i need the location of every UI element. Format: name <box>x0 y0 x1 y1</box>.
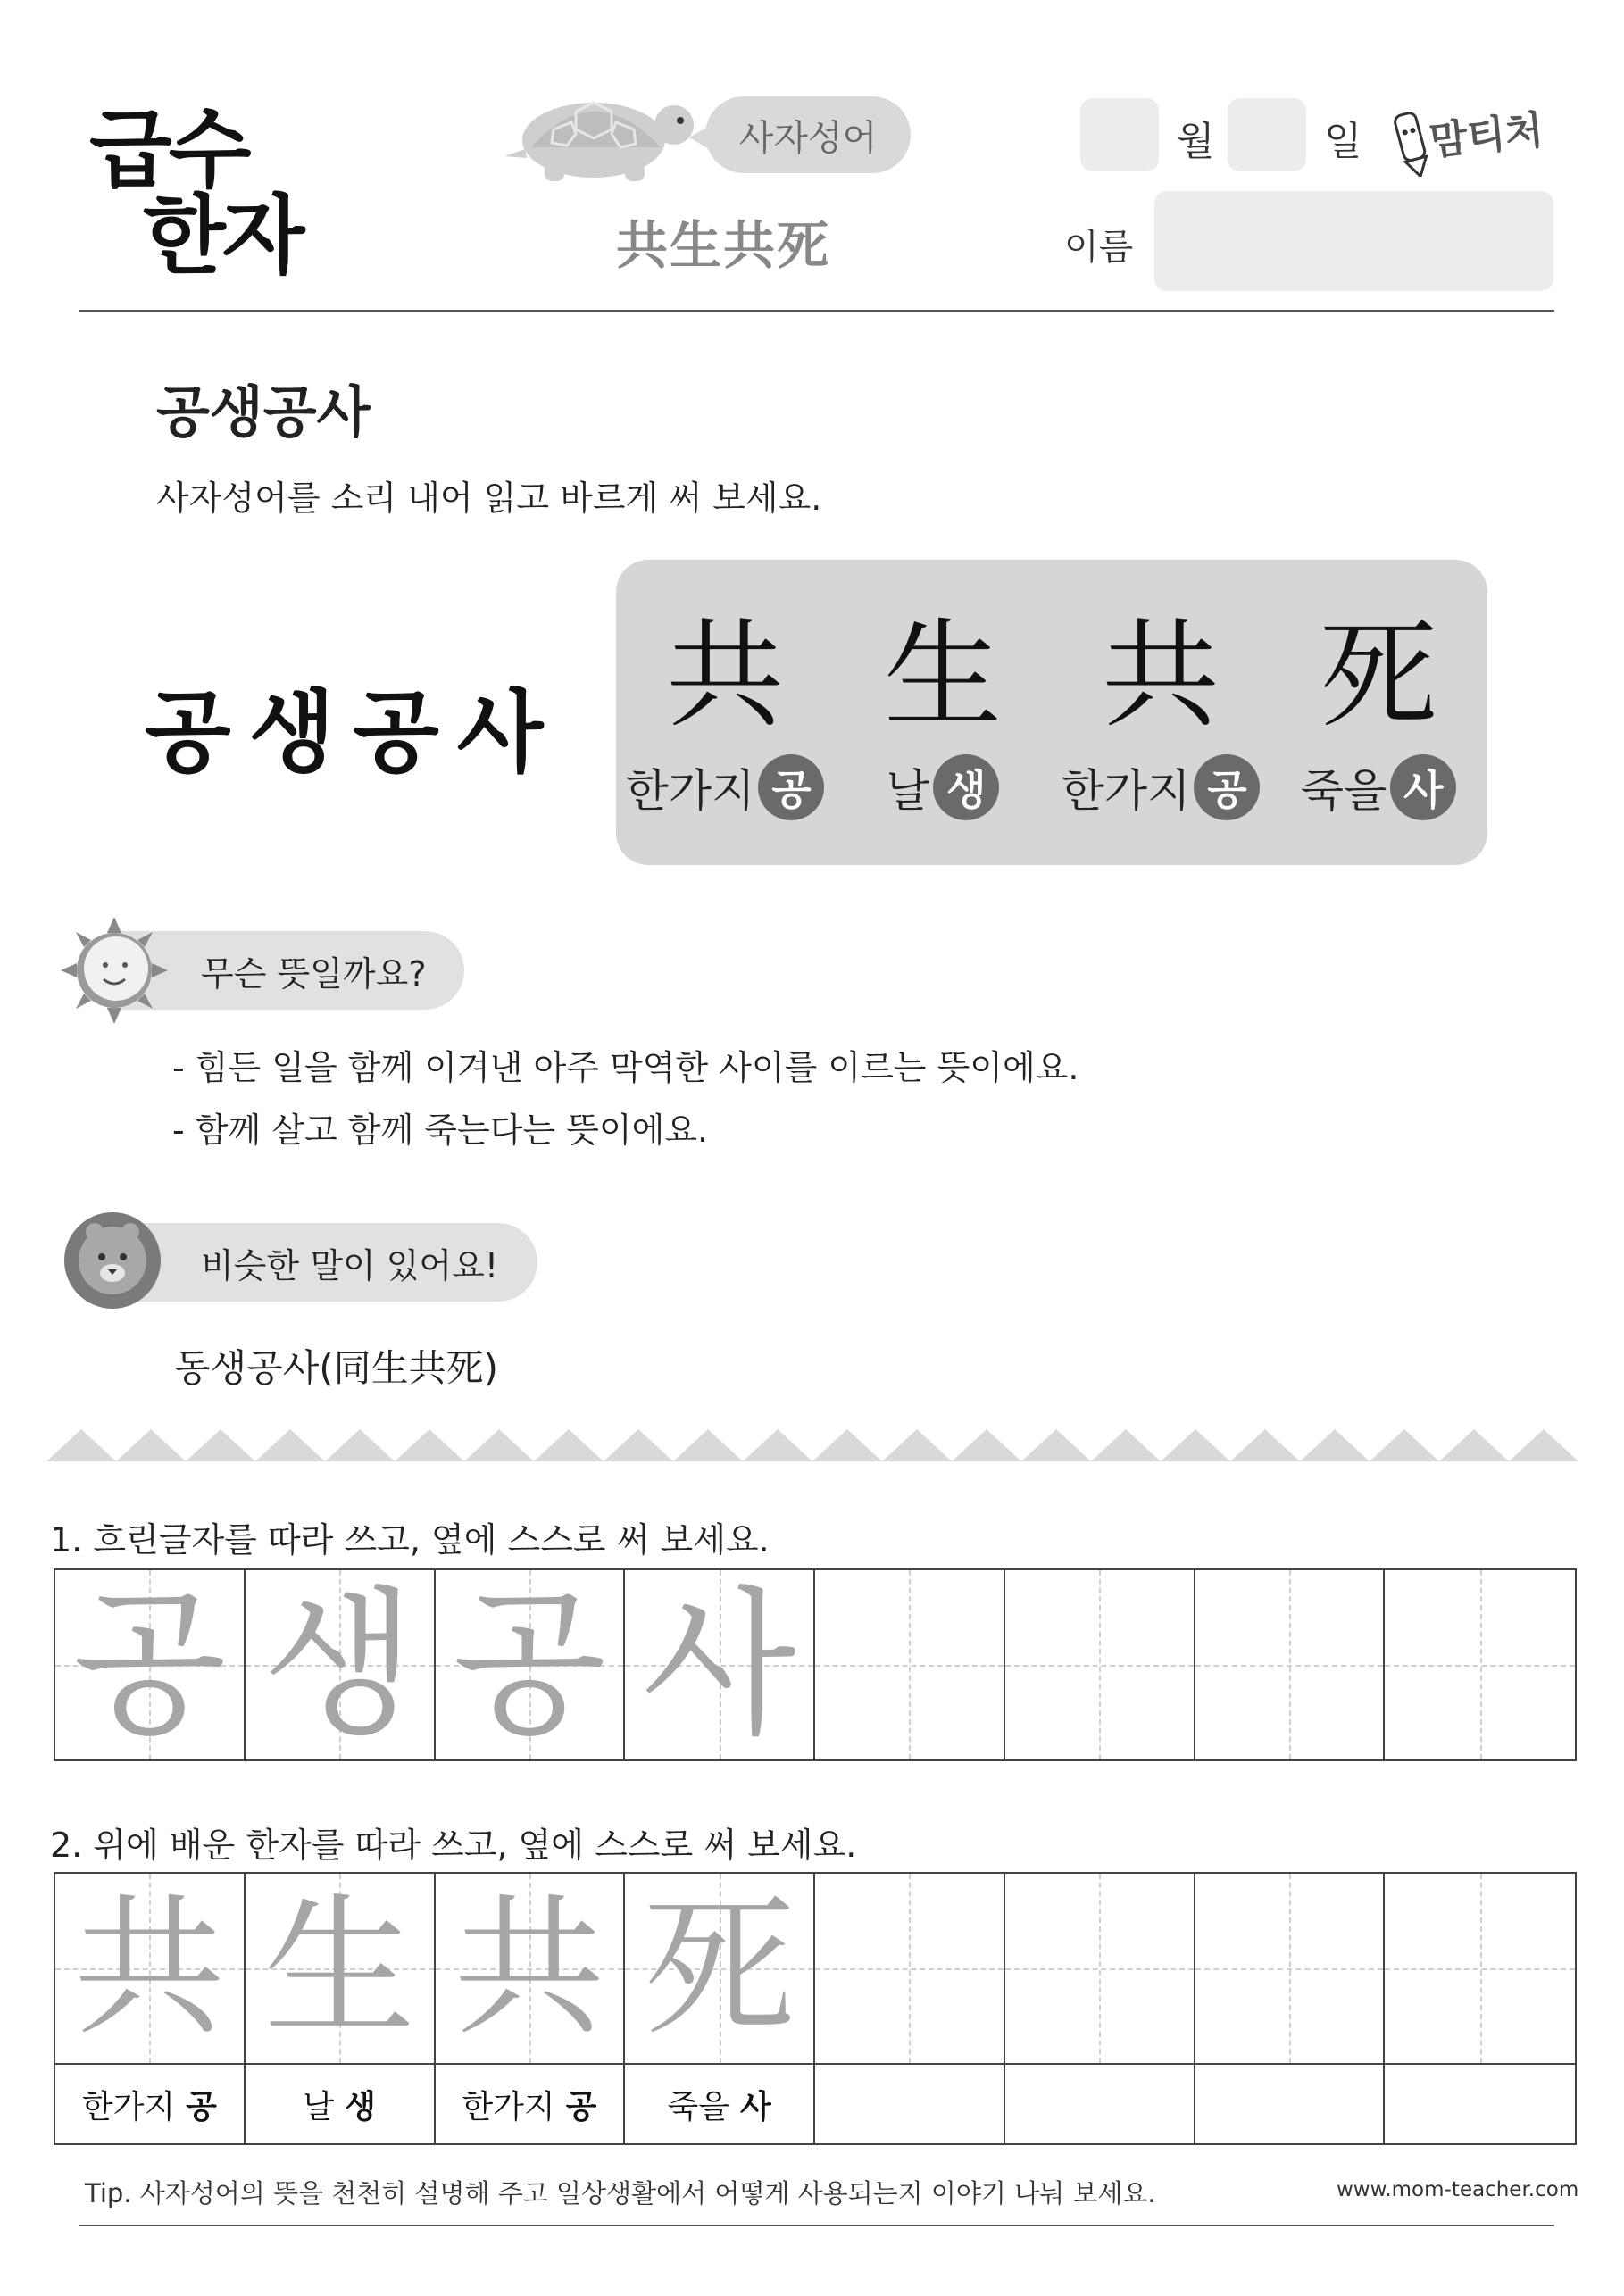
writing-cell[interactable] <box>1195 1874 1386 2063</box>
exercise2-grid <box>54 1872 1577 2065</box>
reading-char: 사 <box>456 680 544 785</box>
trace-char: 共 <box>73 1880 226 2057</box>
meaning-text: 날 <box>886 765 930 817</box>
logo <box>89 100 321 295</box>
sound-badge: 공 <box>758 754 824 820</box>
sound-badge: 사 <box>1390 754 1456 820</box>
trace-char: 共 <box>453 1880 605 2057</box>
hanja-panel <box>616 560 1487 865</box>
hanja-meaning <box>834 754 1052 820</box>
reading-char: 생 <box>248 680 336 785</box>
meaning-text: 죽을 <box>667 2088 730 2125</box>
hanja-char: 死 <box>1320 607 1437 745</box>
month-label: 월 <box>1177 119 1215 164</box>
meaning-cell <box>55 2065 246 2143</box>
hanja-card <box>834 560 1052 865</box>
writing-cell[interactable] <box>1005 1570 1195 1759</box>
logo-line-1: 급수 <box>89 100 248 200</box>
day-label: 일 <box>1324 119 1362 164</box>
writing-cell[interactable] <box>815 1874 1005 2063</box>
sound-badge: 공 <box>1194 754 1260 820</box>
similar-heading: 비슷한 말이 있어요! <box>107 1223 537 1302</box>
sound-text: 공 <box>186 2088 217 2125</box>
trace-cell[interactable] <box>55 1570 246 1759</box>
trace-cell[interactable] <box>55 1874 246 2063</box>
reading-char: 공 <box>145 680 231 785</box>
instruction-text: 사자성어를 소리 내어 읽고 바르게 써 보세요. <box>156 478 822 518</box>
meaning-text: 한가지 <box>462 2088 555 2125</box>
hanja-char: 生 <box>884 607 1002 745</box>
trace-cell[interactable] <box>625 1874 815 2063</box>
meaning-bullet: - 힘든 일을 함께 이겨낸 아주 막역한 사이를 이르는 뜻이에요. <box>172 1048 1079 1087</box>
trace-char: 생 <box>262 1572 417 1757</box>
site-url[interactable]: www.mom-teacher.com <box>1337 2178 1579 2201</box>
exercise1-grid <box>54 1568 1577 1761</box>
meaning-cell-empty[interactable] <box>1005 2065 1195 2143</box>
word-title: 공생공사 <box>156 379 371 445</box>
meaning-cell <box>246 2065 436 2143</box>
sun-icon <box>61 917 168 1024</box>
writing-cell[interactable] <box>1195 1570 1386 1759</box>
reading-char: 공 <box>353 680 439 785</box>
meaning-text: 죽을 <box>1300 765 1387 817</box>
writing-cell[interactable] <box>1385 1874 1575 2063</box>
meaning-text: 날 <box>303 2088 335 2125</box>
logo-line-2: 한자 <box>143 186 302 286</box>
trace-char: 공 <box>72 1572 227 1757</box>
footer-divider <box>79 2225 1554 2226</box>
writing-cell[interactable] <box>815 1570 1005 1759</box>
brand-text: 맘티처 <box>1427 107 1545 165</box>
meaning-cell <box>436 2065 626 2143</box>
sound-text: 생 <box>345 2088 376 2125</box>
brand-logo <box>1387 96 1565 177</box>
exercise1-label: 1. 흐린글자를 따라 쓰고, 옆에 스스로 써 보세요. <box>50 1520 770 1560</box>
month-field[interactable] <box>1080 98 1159 171</box>
name-label: 이름 <box>1064 227 1134 268</box>
sound-text: 사 <box>740 2088 771 2125</box>
meaning-bullet: - 함께 살고 함께 죽는다는 뜻이에요. <box>172 1111 709 1150</box>
meaning-cell-empty[interactable] <box>815 2065 1005 2143</box>
similar-word: 동생공사(同生共死) <box>174 1346 499 1390</box>
writing-cell[interactable] <box>1385 1570 1575 1759</box>
meaning-cell <box>625 2065 815 2143</box>
day-field[interactable] <box>1228 98 1306 171</box>
trace-cell[interactable] <box>436 1570 626 1759</box>
hanja-meaning <box>1052 754 1270 820</box>
trace-cell[interactable] <box>625 1570 815 1759</box>
trace-cell[interactable] <box>246 1570 436 1759</box>
tip-text: Tip. 사자성어의 뜻을 천천히 설명해 주고 일상생활에서 어떻게 사용되는지 이야기 나눠 보세요. <box>85 2178 1156 2209</box>
meaning-cell-empty[interactable] <box>1385 2065 1575 2143</box>
hanja-meaning <box>616 754 834 820</box>
meaning-text: 한가지 <box>81 2088 176 2125</box>
hanja-card <box>616 560 834 865</box>
meaning-text: 한가지 <box>1061 765 1191 817</box>
trace-char: 공 <box>452 1572 606 1757</box>
category-badge: 사자성어 <box>705 96 911 173</box>
exercise2-label: 2. 위에 배운 한자를 따라 쓰고, 옆에 스스로 써 보세요. <box>50 1826 857 1865</box>
trace-char: 死 <box>643 1880 795 2057</box>
turtle-icon <box>500 85 705 183</box>
sound-text: 공 <box>565 2088 597 2125</box>
zigzag-divider <box>46 1429 1578 1461</box>
hanja-meaning <box>1270 754 1487 820</box>
big-reading <box>145 661 543 789</box>
trace-cell[interactable] <box>436 1874 626 2063</box>
writing-cell[interactable] <box>1005 1874 1195 2063</box>
meaning-text: 한가지 <box>625 765 755 817</box>
header-divider <box>79 310 1554 312</box>
trace-char: 生 <box>263 1880 416 2057</box>
header-idiom-hanja: 共生共死 <box>616 215 831 276</box>
hanja-char: 共 <box>666 607 784 745</box>
name-field[interactable] <box>1154 191 1553 291</box>
hanja-card <box>1270 560 1487 865</box>
meaning-heading: 무슨 뜻일까요? <box>107 931 464 1010</box>
sound-badge: 생 <box>933 754 999 820</box>
meaning-row <box>54 2065 1577 2145</box>
hanja-char: 共 <box>1102 607 1220 745</box>
meaning-cell-empty[interactable] <box>1195 2065 1386 2143</box>
trace-char: 사 <box>642 1572 796 1757</box>
lion-icon <box>59 1205 166 1312</box>
hanja-card <box>1052 560 1270 865</box>
trace-cell[interactable] <box>246 1874 436 2063</box>
